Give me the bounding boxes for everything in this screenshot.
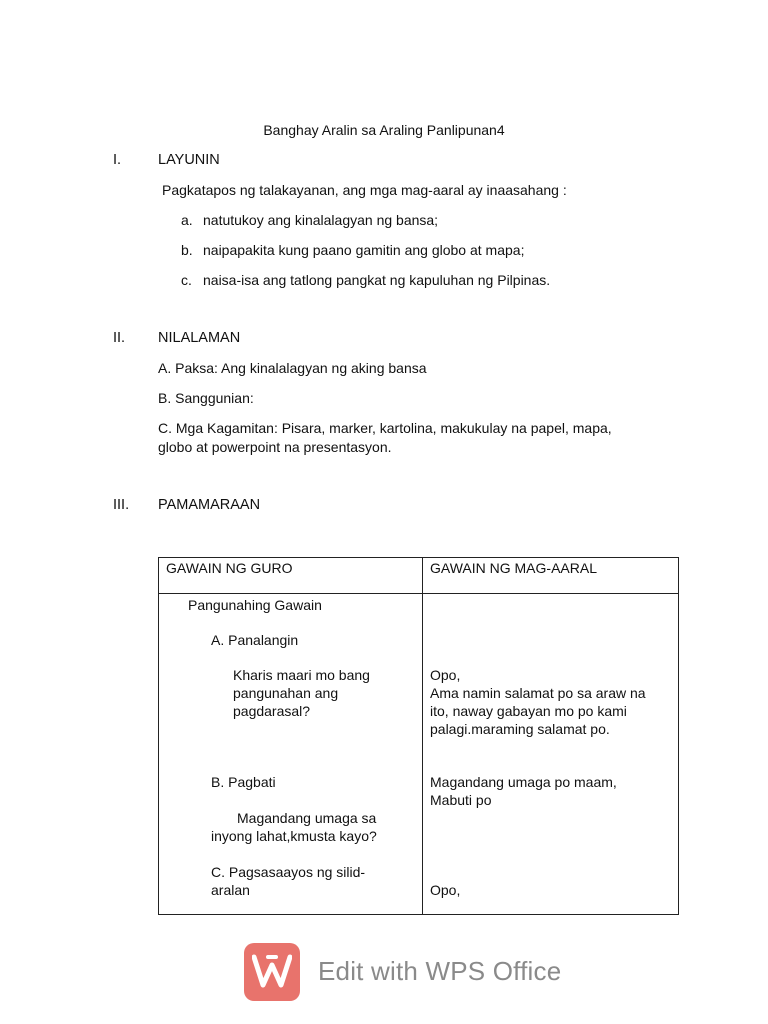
mag-aaral-line: Magandang umaga po maam, bbox=[430, 774, 617, 790]
table-row bbox=[159, 594, 679, 915]
section-number: I. bbox=[113, 152, 122, 168]
objective-text: natutukoy ang kinalalagyan ng bansa; bbox=[203, 212, 439, 228]
header-guro: GAWAIN NG GURO bbox=[166, 560, 293, 576]
guro-line: Kharis maari mo bang bbox=[233, 667, 370, 683]
pagsasaayos-heading-cont: aralan bbox=[211, 882, 250, 898]
nilalaman-paksa: A. Paksa: Ang kinalalagyan ng aking bansa bbox=[158, 360, 427, 376]
panalangin-heading: A. Panalangin bbox=[211, 632, 299, 648]
document-title: Banghay Aralin sa Araling Panlipunan4 bbox=[263, 122, 505, 138]
mag-aaral-line: palagi.maraming salamat po. bbox=[430, 721, 610, 737]
pangunahing-gawain-heading: Pangunahing Gawain bbox=[188, 597, 322, 613]
guro-line: pagdarasal? bbox=[233, 703, 311, 719]
nilalaman-kagamitan: C. Mga Kagamitan: Pisara, marker, kartolina, makukulay na papel, mapa, bbox=[158, 420, 612, 436]
header-cell bbox=[423, 558, 679, 594]
edit-with-wps-link[interactable]: Edit with WPS Office bbox=[318, 956, 562, 986]
table-header-row bbox=[159, 558, 679, 594]
mag-aaral-line: Opo, bbox=[430, 667, 461, 683]
section-number: II. bbox=[113, 330, 126, 346]
mag-aaral-line: Mabuti po bbox=[430, 792, 492, 808]
guro-line: Magandang umaga sa bbox=[237, 810, 377, 826]
wps-w-glyph-icon bbox=[252, 953, 292, 991]
objective-marker: b. bbox=[181, 242, 193, 258]
pagbati-heading: B. Pagbati bbox=[211, 774, 276, 790]
guro-cell bbox=[159, 594, 423, 915]
mag-aaral-line: Opo, bbox=[430, 882, 461, 898]
guro-line: pangunahan ang bbox=[233, 685, 339, 701]
mag-aaral-cell bbox=[423, 594, 679, 915]
section-heading-layunin: LAYUNIN bbox=[158, 152, 220, 168]
layunin-intro: Pagkatapos ng talakayanan, ang mga mag-aaral ay inaasahang : bbox=[162, 182, 567, 198]
guro-line: inyong lahat,kmusta kayo? bbox=[211, 828, 377, 844]
mag-aaral-line: ito, naway gabayan mo po kami bbox=[430, 703, 627, 719]
objective-marker: a. bbox=[181, 212, 193, 228]
section-heading-nilalaman: NILALAMAN bbox=[158, 330, 241, 346]
nilalaman-sanggunian: B. Sanggunian: bbox=[158, 390, 254, 406]
pagsasaayos-heading: C. Pagsasaayos ng silid- bbox=[211, 864, 366, 880]
section-heading-pamamaraan: PAMAMARAAN bbox=[158, 497, 261, 513]
objective-text: naipapakita kung paano gamitin ang globo at mapa; bbox=[203, 242, 525, 258]
mag-aaral-line: Ama namin salamat po sa araw na bbox=[430, 685, 646, 701]
section-number: III. bbox=[113, 497, 130, 513]
wps-logo-icon[interactable] bbox=[244, 943, 300, 1001]
header-cell bbox=[159, 558, 423, 594]
objective-text: naisa-isa ang tatlong pangkat ng kapuluhan ng Pilpinas. bbox=[203, 272, 551, 288]
lesson-table bbox=[158, 557, 679, 915]
header-mag-aaral: GAWAIN NG MAG-AARAL bbox=[430, 560, 597, 576]
nilalaman-kagamitan-cont: globo at powerpoint na presentasyon. bbox=[158, 439, 392, 455]
objective-marker: c. bbox=[181, 272, 192, 288]
